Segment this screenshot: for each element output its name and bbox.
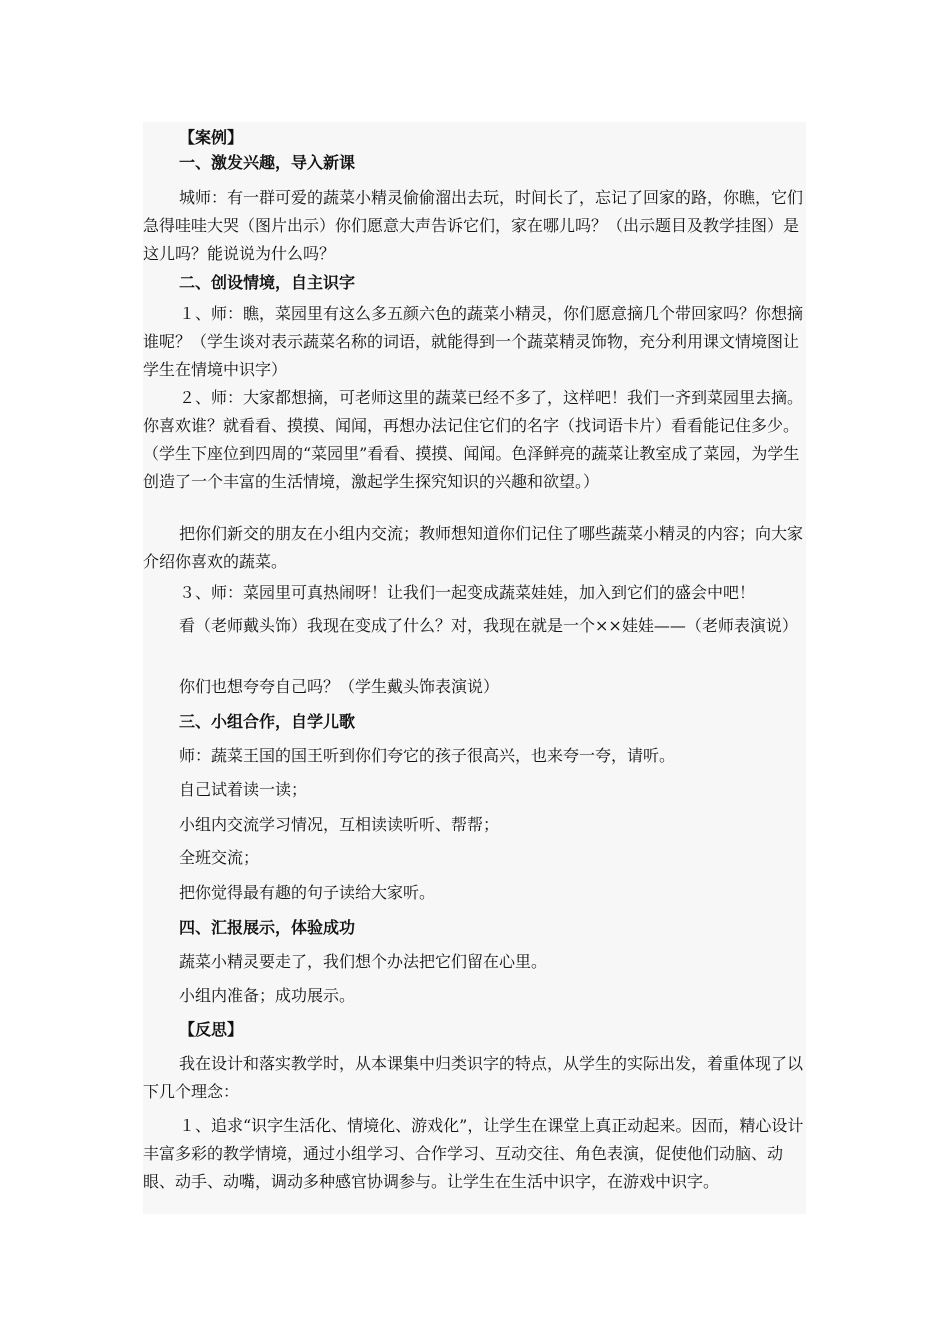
section3-paragraph-3: 小组内交流学习情况，互相读读听听、帮帮； [179, 815, 500, 834]
section3-paragraph-2: 自己试着读一读； [179, 780, 308, 799]
section1-paragraph: 城师：有一群可爱的蔬菜小精灵偷偷溜出去玩，时间长了，忘记了回家的路，你瞧，它们急得哇哇大哭（图片出示）你们愿意大声告诉它们，家在哪儿吗？（出示题目及教学挂图）是这儿吗？能说说为什么吗？ [143, 188, 804, 263]
section2-paragraph-6: 你们也想夸夸自己吗？（学生戴头饰表演说） [179, 677, 500, 696]
section3-paragraph-5: 把你觉得最有趣的句子读给大家听。 [179, 883, 436, 902]
section2-paragraph-3: 把你们新交的朋友在小组内交流；教师想知道你们记住了哪些蔬菜小精灵的内容；向大家介绍你喜欢的蔬菜。 [143, 524, 804, 571]
section4-heading: 四、汇报展示，体验成功 [179, 918, 356, 937]
reflection-paragraph-1: 我在设计和落实教学时，从本课集中归类识字的特点，从学生的实际出发，着重体现了以下几个理念： [143, 1054, 804, 1101]
section2-heading: 二、创设情境，自主识字 [179, 273, 356, 292]
section4-paragraph-1: 蔬菜小精灵要走了，我们想个办法把它们留在心里。 [179, 952, 548, 971]
section2-paragraph-5: 看（老师戴头饰）我现在变成了什么？对，我现在就是一个××娃娃——（老师表演说） [179, 616, 798, 635]
section4-paragraph-2: 小组内准备；成功展示。 [179, 986, 356, 1005]
section2-paragraph-2: ２、师：大家都想摘，可老师这里的蔬菜已经不多了，这样吧！我们一齐到菜园里去摘。你喜欢谁？就看看、摸摸、闻闻，再想办法记住它们的名字（找词语卡片）看看能记住多少。（学生下座位到四周的“菜园里”看看、摸摸、闻闻。色泽鲜亮的蔬菜让教室成了菜园，为学生创造了一个丰富的生活情境，激起学生探究知识的兴趣和欲望。） [143, 388, 804, 491]
section2-paragraph-1: １、师：瞧，菜园里有这么多五颜六色的蔬菜小精灵，你们愿意摘几个带回家吗？你想摘谁呢？（学生谈对表示蔬菜名称的词语，就能得到一个蔬菜精灵饰物，充分利用课文情境图让学生在情境中识字） [143, 304, 804, 379]
section3-paragraph-4: 全班交流； [179, 848, 260, 867]
case-header: 【案例】 [179, 128, 244, 147]
reflection-header: 【反思】 [179, 1020, 244, 1039]
section3-heading: 三、小组合作，自学儿歌 [179, 712, 356, 731]
document-body [143, 122, 806, 1214]
section2-paragraph-4: ３、师：菜园里可真热闹呀！让我们一起变成蔬菜娃娃，加入到它们的盛会中吧！ [179, 583, 756, 602]
section3-paragraph-1: 师：蔬菜王国的国王听到你们夸它的孩子很高兴，也来夸一夸，请听。 [179, 746, 676, 765]
reflection-paragraph-2: １、追求“识字生活化、情境化、游戏化”，让学生在课堂上真正动起来。因而，精心设计丰富多彩的教学情境，通过小组学习、合作学习、互动交往、角色表演，促使他们动脑、动眼、动手、动嘴，调动多种感官协调参与。让学生在生活中识字，在游戏中识字。 [143, 1116, 804, 1191]
section1-heading: 一、激发兴趣，导入新课 [179, 153, 356, 172]
